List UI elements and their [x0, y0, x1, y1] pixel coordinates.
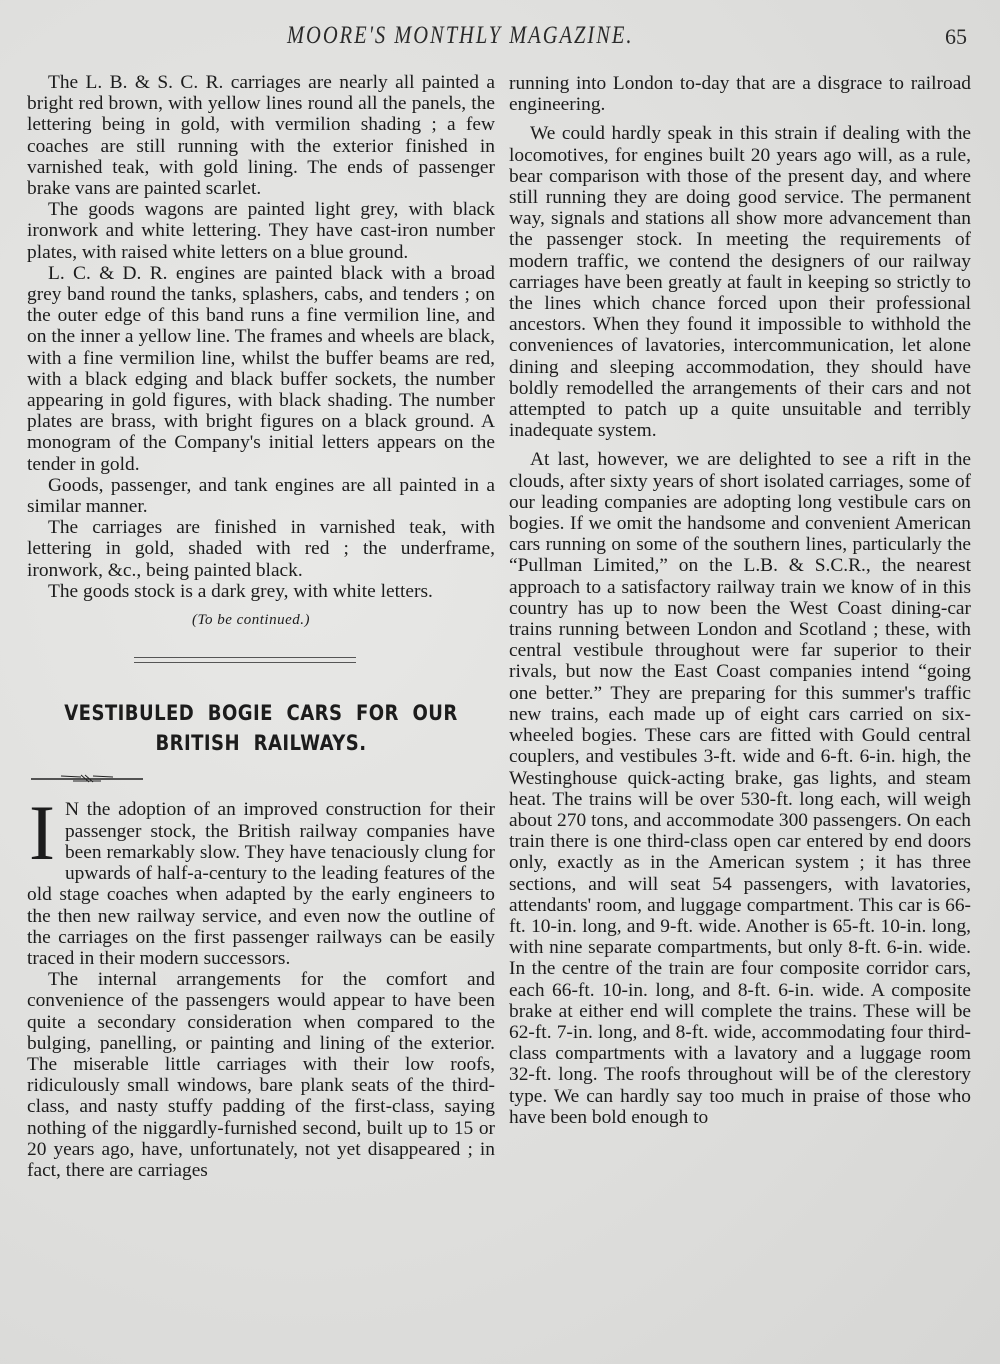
paragraph: At last, however, we are delighted to see a rift in the clouds, after sixty years of short isolated carriages, some of our leading companies are adopting long vestibule cars on bogies. If we omit the handsome and convenient American cars running on some of the southern lines, particularly the “Pullman Limited,” on the L.B. & S.C.R., the nearest approach to a satisfactory railway train we know of in this country has up to now been the West Coast dining-car trains running between London and Scotland ; these, with central vestibule throughout were far superior to their rivals, but now the East Coast companies intend “going one better.” They are preparing for this summer's traffic new trains, each made up of eight cars carried on six-wheeled bogies. These cars are fitted with Gould central couplers, and vestibules 3-ft. wide and 6-ft. 6-in. high, the Westinghouse quick-acting brake, gas lights, and steam heat. The trains will be over 530-ft. long each, will weigh about 270 tons, and accommodate 300 passengers. On each train there is one third-class open car entered by end doors only, exactly as in the American system ; it has three sections, and will seat 54 passengers, with lavatories, attendants' room, and luggage compartment. This car is 66-ft. 10-in. long, and 9-ft. wide. Another is 65-ft. 10-in. long, with nine separate compartments, but only 8-ft. 6-in. wide. In the centre of the train are four composite corridor cars, each 66-ft. 10-in. long, and 8-ft. 6-in. wide. A composite brake at either end will complete the trains. These will be 62-ft. 7-in. long, and 8-ft. wide, accommodating four third-class compartments with a lavatory and a luggage room 32-ft. long. The roofs throughout will be of the clerestory type. We can hardly say too much in praise of those who have been bold enough to [509, 449, 971, 1128]
paragraph: running into London to-day that are a disgrace to railroad engineering. [509, 73, 971, 116]
section-divider [134, 657, 356, 663]
article-headline [60, 698, 462, 758]
drop-cap: I [29, 789, 55, 877]
paragraph: The goods wagons are painted light grey, with black ironwork and white lettering. They have cast-iron number plates, with raised white letters on a blue ground. [27, 199, 495, 263]
running-title: MOORE'S MONTHLY MAGAZINE. [287, 22, 634, 49]
page-number: 65 [945, 24, 967, 49]
article-lead [27, 789, 495, 969]
paragraph: L. C. & D. R. engines are painted black with a broad grey band round the tanks, splashers, cabs, and tenders ; on the outer edge of this band runs a fine vermilion line, and on the inner a yellow line. The frames and wheels are black, with a fine vermilion line, whilst the buffer beams are red, with a black edging and black buffer sockets, the number appearing in gold figures, with black shading. The number plates are brass, with bright figures on a black ground. A monogram of the Company's initial letters appears on the tender in gold. [27, 262, 495, 475]
left-column [27, 72, 495, 1181]
running-head [0, 22, 1000, 52]
paragraph: The goods stock is a dark grey, with white letters. [48, 580, 433, 602]
continued-note: (To be continued.) [191, 612, 310, 629]
paragraph: The internal arrangements for the comfort and convenience of the passengers would appear to have been quite a secondary consideration when compared to the bulging, panelling, or painting and lining of the exterior. The miserable little carriages with their low roofs, ridiculously small windows, bare plank seats of the third-class, and nasty stuffy padding of the first-class, saying nothing of the niggardly-furnished second, built up to 15 or 20 years ago, have, unfortunately, not yet disappeared ; in fact, there are carriages [27, 969, 495, 1181]
headline-line-2: BRITISH RAILWAYS. [155, 731, 367, 756]
paragraph: We could hardly speak in this strain if dealing with the locomotives, for engines built 20 years ago will, as a rule, bear comparison with those of the present day, and where still running they are doing good service. The permanent way, signals and stations all show more advancement than the passenger stock. In meeting the requirements of modern traffic, we contend the designers of our railway carriages have been greatly at fault in keeping so strictly to the lines which chance forced upon their professional ancestors. When they found it impossible to withhold the conveniences of lavatories, intercommunication, let alone dining and sleeping accommodation, they should have boldly remodelled the arrangements of their cars and not attempted to patch up a quite unsuitable and terribly inadequate system. [509, 123, 971, 442]
paragraph: The L. B. & S. C. R. carriages are nearly all painted a bright red brown, with yellow lines round all the panels, the lettering being in gold, with vermilion shading ; a few coaches are still running with the exterior finished in varnished teak, with gold lining. The ends of passenger brake vans are painted scarlet. [27, 72, 495, 200]
flourish-ornament-icon [27, 772, 147, 784]
paragraph: Goods, passenger, and tank engines are all painted in a similar manner. [27, 474, 495, 518]
lead-paragraph: N the adoption of an improved construction for their passenger stock, the British railway companies have been remarkably slow. They have tenaciously clung for upwards of half-a-century to the leading features of the old stage coaches when adapted by the early engineers to the then new railway service, and even now the outline of the carriages on the first passenger railways can be easily traced in their modern successors. [27, 799, 495, 969]
paragraph: The carriages are finished in varnished teak, with lettering in gold, shaded with red ; the underframe, ironwork, &c., being painted black. [27, 517, 495, 581]
headline-line-1: VESTIBULED BOGIE CARS FOR OUR [64, 701, 458, 726]
right-column [509, 73, 971, 1128]
